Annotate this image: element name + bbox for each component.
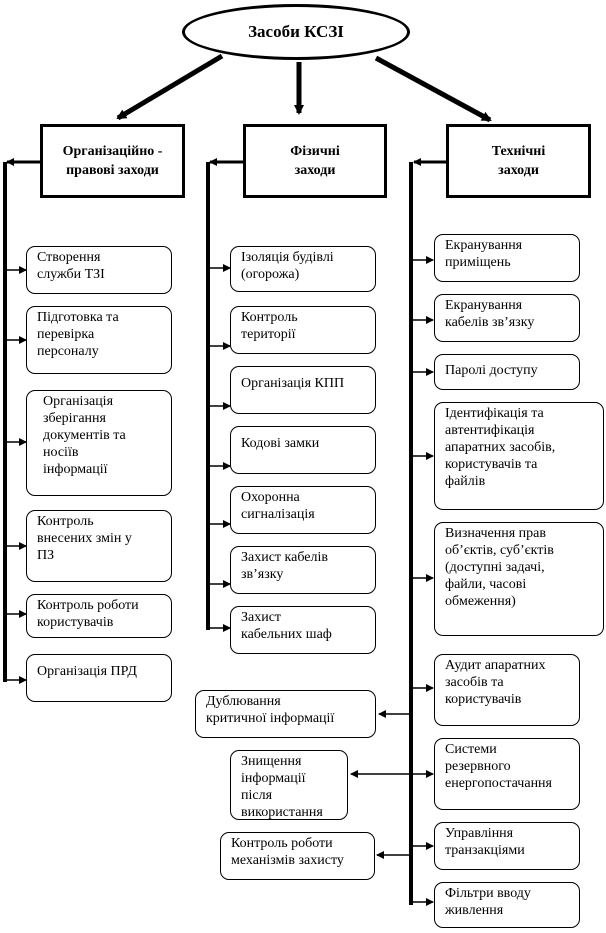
tech-item: Визначення прав об’єктів, суб’єктів (доступні задачі, файли, часові обмеження) xyxy=(434,522,604,636)
tech-item: Управління транзакціями xyxy=(434,822,580,870)
phys-item: Організація КПП xyxy=(230,366,376,414)
tech-item: Екранування приміщень xyxy=(434,234,580,282)
org-item: Контроль роботи користувачів xyxy=(26,594,172,638)
phys-item: Захист кабельних шаф xyxy=(230,606,376,654)
phys-item: Контроль території xyxy=(230,306,376,354)
root-to-org-arrow xyxy=(118,56,222,118)
tech-item: Паролі доступу xyxy=(434,354,580,390)
tech-left-item: Контроль роботи механізмів захисту xyxy=(220,832,375,880)
tech-item: Ідентифікація та автентифікація апаратних засобів, користувачів та файлів xyxy=(434,402,604,510)
root-to-tech-arrow xyxy=(376,58,490,120)
phys-item: Ізоляція будівлі (огорожа) xyxy=(230,246,376,292)
phys-item: Кодові замки xyxy=(230,426,376,474)
tech-item: Аудит апаратних засобів та користувачів xyxy=(434,654,580,726)
tech-left-item: Знищення інформації після використання xyxy=(230,750,348,820)
category-tech: Технічні заходи xyxy=(446,124,591,198)
root-node: Засоби КСЗІ xyxy=(182,4,410,60)
tech-item: Екранування кабелів зв’язку xyxy=(434,294,580,342)
tech-left-item: Дублювання критичної інформації xyxy=(195,690,376,738)
org-item: Організація ПРД xyxy=(26,654,172,702)
category-phys: Фізичні заходи xyxy=(243,124,387,198)
category-org: Організаційно - правові заходи xyxy=(40,124,185,198)
phys-item: Захист кабелів зв’язку xyxy=(230,546,376,594)
tech-item: Системи резервного енергопостачання xyxy=(434,738,580,810)
tech-item: Фільтри вводу живлення xyxy=(434,882,580,928)
org-item: Організація зберігання документів та носіїв інформації xyxy=(26,390,172,496)
phys-item: Охоронна сигналізація xyxy=(230,486,376,534)
org-item: Створення служби ТЗІ xyxy=(26,246,172,294)
org-item: Підготовка та перевірка персоналу xyxy=(26,306,172,374)
org-item: Контроль внесених змін у ПЗ xyxy=(26,510,172,582)
